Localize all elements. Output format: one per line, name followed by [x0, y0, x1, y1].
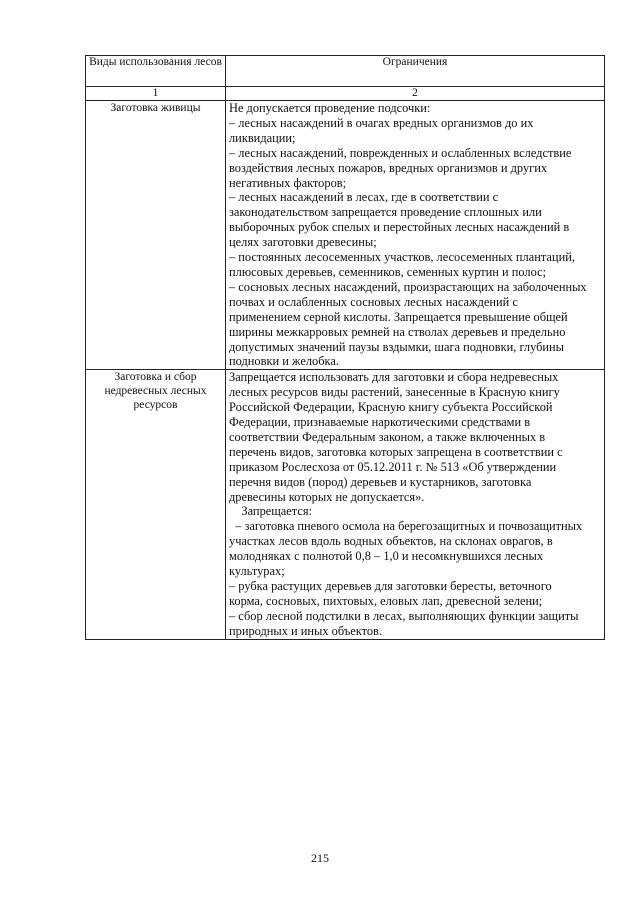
restriction-line: культурах; — [229, 564, 285, 579]
column-number-row — [86, 87, 605, 101]
restriction-line: молодняках с полнотой 0,8 – 1,0 и несомкнувшихся лесных — [229, 549, 544, 564]
restriction-line: лесных ресурсов виды растений, занесенные в Красную книгу — [229, 385, 560, 400]
restriction-line: корма, сосновых, пихтовых, еловых лап, древесной зелени; — [229, 593, 543, 608]
restrictions-cell — [226, 370, 605, 639]
restriction-line: – лесных насаждений в лесах, где в соответствии с — [229, 190, 499, 205]
restriction-line: ликвидации; — [229, 130, 296, 145]
restriction-line: Российской Федерации, Красную книгу субъекта Российской — [229, 400, 553, 415]
restriction-line: древесины которых не допускается». — [229, 489, 425, 504]
restriction-line: допустимых значений паузы вздымки, шага подновки, глубины — [229, 339, 565, 354]
restriction-line: природных и иных объектов. — [229, 623, 383, 638]
restriction-line: воздействия лесных пожаров, вредных организмов и других — [229, 160, 548, 175]
restriction-line: почвах и ослабленных сосновых лесных насаждений с — [229, 294, 518, 309]
restriction-line: участках лесов вдоль водных объектов, на склонах оврагов, в — [229, 534, 553, 549]
restriction-line: – рубка растущих деревьев для заготовки бересты, веточного — [229, 579, 552, 593]
restriction-line: целях заготовки древесины; — [229, 235, 377, 250]
restriction-line: Запрещается: — [229, 504, 313, 519]
table-header-row — [86, 56, 605, 87]
restrictions-cell — [226, 101, 605, 370]
table-row — [86, 370, 605, 639]
usage-type-cell: Заготовка и сбор недревесных лесных ресурсов — [86, 370, 226, 639]
forest-use-restrictions-table — [85, 55, 605, 640]
restriction-line: – постоянных лесосеменных участков, лесосеменных плантаций, — [229, 250, 575, 265]
usage-type-cell: Заготовка живицы — [86, 101, 226, 370]
restriction-line: перечня видов (пород) деревьев и кустарников, заготовка — [229, 474, 532, 489]
restriction-line: – лесных насаждений в очагах вредных организмов до их — [229, 115, 534, 130]
restriction-line: плюсовых деревьев, семенников, семенных куртин и полос; — [229, 264, 547, 279]
column-number-2: 2 — [226, 87, 605, 101]
restriction-line: – лесных насаждений, поврежденных и ослабленных вследствие — [229, 145, 572, 160]
restriction-line: законодательством запрещается проведение сплошных или — [229, 205, 542, 220]
page-number: 215 — [311, 851, 329, 865]
restriction-line: – заготовка пневого осмола на берегозащитных и почвозащитных — [229, 519, 583, 534]
header-usage-types: Виды использования лесов — [86, 56, 226, 87]
restriction-line: применением серной кислоты. Запрещается превышение общей — [229, 309, 568, 324]
column-number-1: 1 — [86, 87, 226, 101]
restriction-line: Запрещается использовать для заготовки и сбора недревесных — [229, 370, 559, 385]
restriction-line: перечень видов, заготовка которых запрещена в соответствии с — [229, 444, 563, 459]
table-row — [86, 101, 605, 370]
restriction-line: Не допускается проведение подсочки: — [229, 101, 431, 115]
restriction-line: – сосновых лесных насаждений, произрастающих на заболоченных — [229, 279, 587, 294]
restriction-line: Федерации, признаваемые наркотическими средствами в — [229, 415, 531, 430]
restriction-line: приказом Рослесхоза от 05.12.2011 г. № 513 «Об утверждении — [229, 459, 557, 474]
restriction-line: негативных факторов; — [229, 175, 347, 190]
restriction-line: – сбор лесной подстилки в лесах, выполняющих функции защиты — [229, 608, 579, 623]
restriction-line: ширины межкарровых ремней на стволах деревьев и предельно — [229, 324, 566, 339]
restriction-line: соответствии Федеральным законом, а также включенных в — [229, 429, 546, 444]
restriction-line: выборочных рубок спелых и перестойных лесных насаждений в — [229, 220, 570, 235]
restriction-line: подновки и желобка. — [229, 354, 339, 369]
header-restrictions: Ограничения — [226, 56, 605, 87]
